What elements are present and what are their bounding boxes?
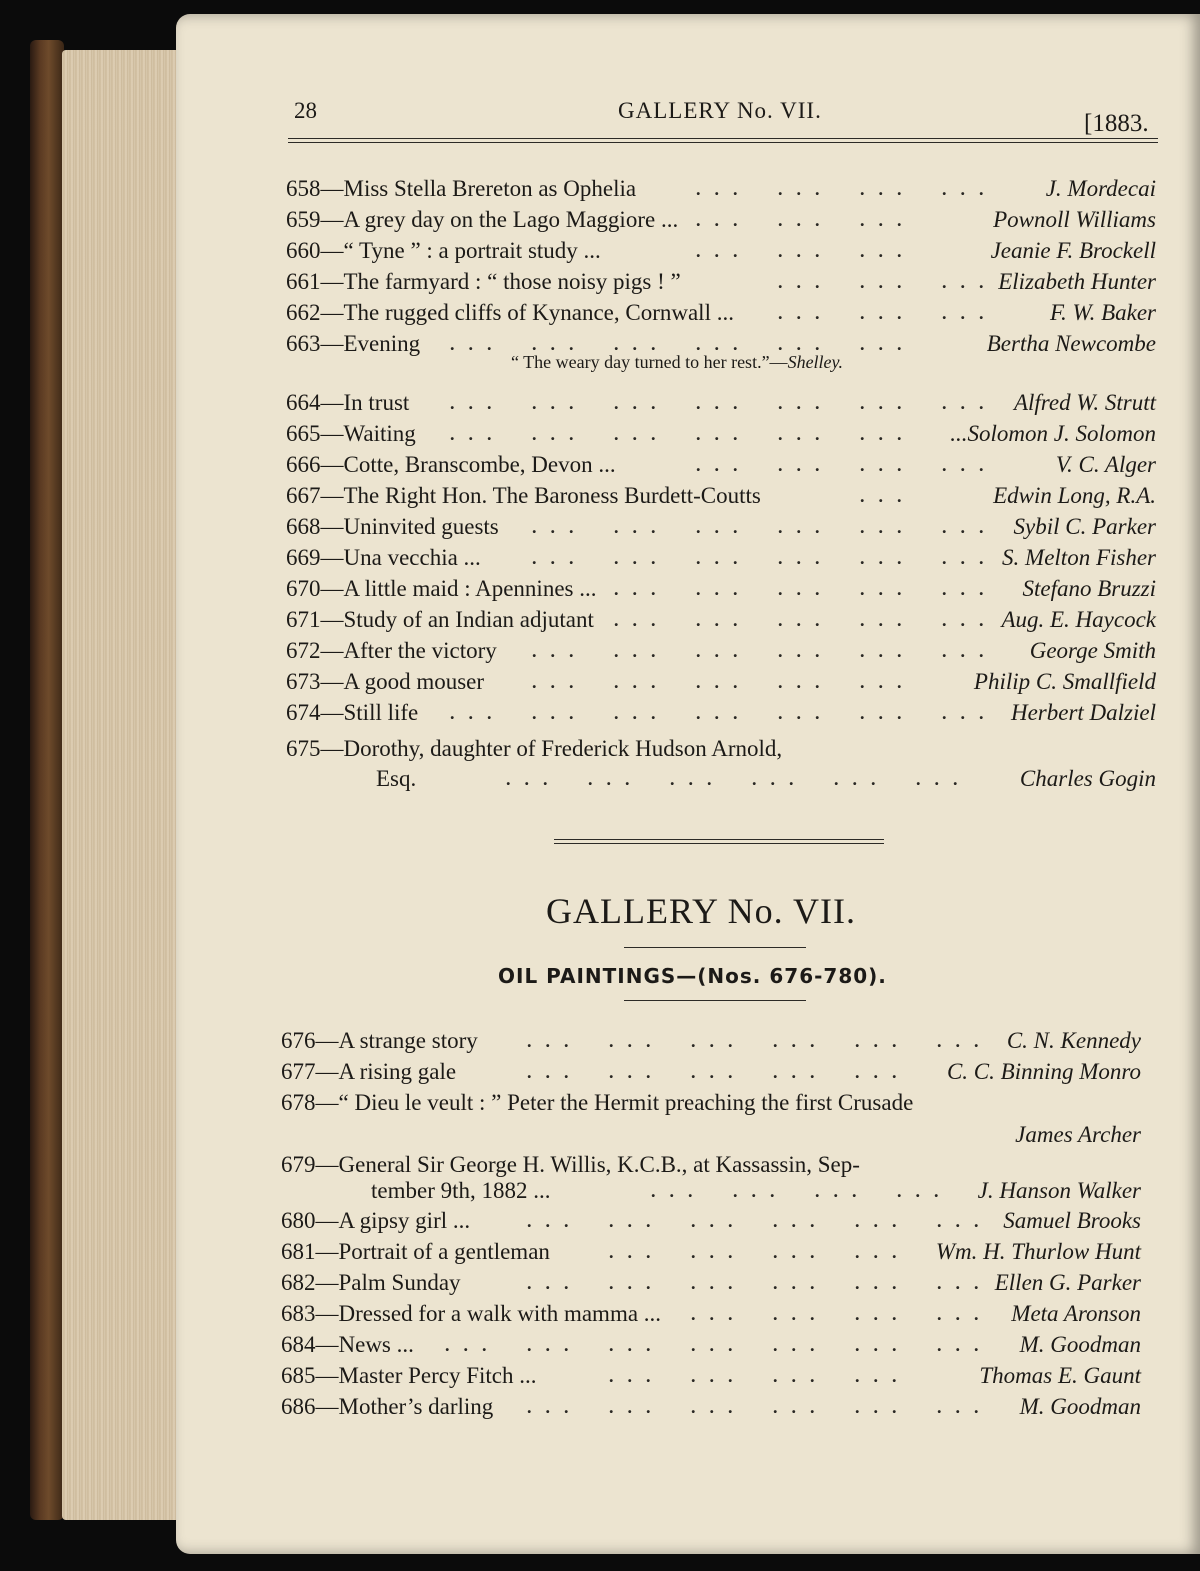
leader-dots: ... bbox=[609, 1273, 665, 1293]
leader-dots: ... bbox=[860, 179, 916, 199]
leader-dots: ... bbox=[532, 517, 588, 537]
leader-dots: ... bbox=[532, 334, 588, 354]
leader-dots: ... bbox=[696, 241, 752, 261]
leader-dots: ... bbox=[527, 1335, 583, 1355]
entry-artist: C. C. Binning Monro bbox=[946, 1059, 1141, 1084]
leader-dots: ... bbox=[609, 1366, 665, 1386]
leader-dots: ... bbox=[937, 1273, 993, 1293]
entry-artist: ...Solomon J. Solomon bbox=[950, 421, 1156, 446]
leader-dots: ... bbox=[773, 1273, 829, 1293]
leader-dots: ... bbox=[691, 1304, 747, 1324]
entry-artist: Meta Aronson bbox=[1011, 1301, 1141, 1326]
leader-dots: ... bbox=[614, 517, 670, 537]
leader-dots: ... bbox=[773, 1242, 829, 1262]
quote-author: Shelley. bbox=[787, 352, 844, 372]
entry-title: 675—Dorothy, daughter of Frederick Hudson Arnold, bbox=[286, 736, 783, 761]
leader-dots: ... bbox=[834, 769, 890, 789]
leader-dots: ... bbox=[532, 424, 588, 444]
entry-title: 662—The rugged cliffs of Kynance, Cornwall ... bbox=[286, 300, 734, 325]
leader-dots: ... bbox=[860, 393, 916, 413]
verse-quote bbox=[511, 352, 843, 373]
leader-dots: ... bbox=[937, 1304, 993, 1324]
leader-dots: ... bbox=[778, 703, 834, 723]
leader-dots: ... bbox=[860, 334, 916, 354]
leader-dots: ... bbox=[937, 1397, 993, 1417]
leader-dots: ... bbox=[942, 303, 998, 323]
entry-678 bbox=[281, 1088, 1141, 1118]
page-edges bbox=[62, 50, 182, 1520]
entry-row bbox=[286, 667, 1156, 697]
leader-dots: ... bbox=[609, 1062, 665, 1082]
entry-title: 665—Waiting bbox=[286, 421, 416, 446]
leader-dots: ... bbox=[778, 548, 834, 568]
book-spine bbox=[30, 40, 64, 1520]
leader-dots: ... bbox=[527, 1031, 583, 1051]
entry-675-continued bbox=[286, 764, 1156, 794]
entry-row bbox=[286, 267, 1156, 297]
leader-dots: ... bbox=[942, 179, 998, 199]
leader-dots: ... bbox=[696, 424, 752, 444]
leader-dots: ... bbox=[450, 424, 506, 444]
leader-dots: ... bbox=[614, 579, 670, 599]
entry-row bbox=[286, 543, 1156, 573]
leader-dots: ... bbox=[860, 579, 916, 599]
leader-dots: ... bbox=[942, 517, 998, 537]
leader-dots: ... bbox=[691, 1397, 747, 1417]
entry-title: 672—After the victory bbox=[286, 638, 497, 663]
entry-title: 684—News ... bbox=[281, 1332, 414, 1357]
leader-dots: ... bbox=[773, 1062, 829, 1082]
entry-artist: Sybil C. Parker bbox=[1013, 514, 1156, 539]
leader-dots: ... bbox=[773, 1397, 829, 1417]
leader-dots: ... bbox=[527, 1211, 583, 1231]
entry-artist: Bertha Newcombe bbox=[986, 331, 1156, 356]
leader-dots: ... bbox=[937, 1335, 993, 1355]
leader-dots: ... bbox=[696, 641, 752, 661]
entry-title: 660—“ Tyne ” : a portrait study ... bbox=[286, 238, 601, 263]
leader-dots: ... bbox=[855, 1031, 911, 1051]
entry-artist: Aug. E. Haycock bbox=[1001, 607, 1156, 632]
leader-dots: ... bbox=[860, 455, 916, 475]
leader-dots: ... bbox=[855, 1242, 911, 1262]
leader-dots: ... bbox=[614, 641, 670, 661]
leader-dots: ... bbox=[651, 1181, 707, 1201]
entry-title: 664—In trust bbox=[286, 390, 410, 415]
entry-row bbox=[281, 1237, 1141, 1267]
leader-dots: ... bbox=[696, 393, 752, 413]
entry-row bbox=[281, 1057, 1141, 1087]
entry-row bbox=[286, 388, 1156, 418]
leader-dots: ... bbox=[696, 548, 752, 568]
entry-row bbox=[286, 574, 1156, 604]
entry-row bbox=[286, 205, 1156, 235]
leader-dots: ... bbox=[696, 610, 752, 630]
entry-row bbox=[286, 636, 1156, 666]
leader-dots: ... bbox=[450, 393, 506, 413]
leader-dots: ... bbox=[527, 1273, 583, 1293]
entry-title: 658—Miss Stella Brereton as Ophelia bbox=[286, 176, 637, 201]
leader-dots: ... bbox=[860, 517, 916, 537]
leader-dots: ... bbox=[588, 769, 644, 789]
entry-title: 682—Palm Sunday bbox=[281, 1270, 461, 1295]
entry-title: 679—General Sir George H. Willis, K.C.B., at Kassassin, Sep- bbox=[281, 1152, 860, 1177]
entry-row bbox=[286, 450, 1156, 480]
leader-dots: ... bbox=[696, 703, 752, 723]
leader-dots: ... bbox=[860, 241, 916, 261]
entry-title: 671—Study of an Indian adjutant bbox=[286, 607, 594, 632]
leader-dots: ... bbox=[860, 672, 916, 692]
leader-dots: ... bbox=[778, 272, 834, 292]
leader-dots: ... bbox=[445, 1335, 501, 1355]
leader-dots: ... bbox=[691, 1031, 747, 1051]
leader-dots: ... bbox=[614, 334, 670, 354]
entry-row bbox=[281, 1268, 1141, 1298]
leader-dots: ... bbox=[860, 610, 916, 630]
leader-dots: ... bbox=[778, 517, 834, 537]
leader-dots: ... bbox=[609, 1397, 665, 1417]
entry-row bbox=[286, 512, 1156, 542]
leader-dots: ... bbox=[855, 1062, 911, 1082]
leader-dots: ... bbox=[860, 303, 916, 323]
entry-row bbox=[286, 419, 1156, 449]
leader-dots: ... bbox=[855, 1273, 911, 1293]
entry-artist: J. Hanson Walker bbox=[977, 1178, 1141, 1203]
entry-artist: Thomas E. Gaunt bbox=[979, 1363, 1141, 1388]
leader-dots: ... bbox=[532, 641, 588, 661]
leader-dots: ... bbox=[942, 272, 998, 292]
entry-title: 666—Cotte, Branscombe, Devon ... bbox=[286, 452, 616, 477]
leader-dots: ... bbox=[696, 672, 752, 692]
leader-dots: ... bbox=[609, 1031, 665, 1051]
entry-row bbox=[286, 698, 1156, 728]
entry-title: 681—Portrait of a gentleman bbox=[281, 1239, 550, 1264]
entry-title: 669—Una vecchia ... bbox=[286, 545, 481, 570]
leader-dots: ... bbox=[691, 1211, 747, 1231]
running-title: GALLERY No. VII. bbox=[618, 98, 822, 123]
entry-artist: Pownoll Williams bbox=[993, 207, 1156, 232]
leader-dots: ... bbox=[860, 486, 916, 506]
entry-title: 673—A good mouser bbox=[286, 669, 485, 694]
leader-dots: ... bbox=[527, 1397, 583, 1417]
entry-artist: Elizabeth Hunter bbox=[998, 269, 1156, 294]
entry-artist: Charles Gogin bbox=[1019, 766, 1156, 791]
page-number: 28 bbox=[294, 98, 317, 123]
leader-dots: ... bbox=[778, 455, 834, 475]
leader-dots: ... bbox=[614, 424, 670, 444]
leader-dots: ... bbox=[778, 210, 834, 230]
leader-dots: ... bbox=[532, 703, 588, 723]
leader-dots: ... bbox=[609, 1242, 665, 1262]
entry-artist: James Archer bbox=[1015, 1122, 1141, 1147]
leader-dots: ... bbox=[778, 393, 834, 413]
leader-dots: ... bbox=[778, 641, 834, 661]
leader-dots: ... bbox=[614, 672, 670, 692]
leader-dots: ... bbox=[614, 610, 670, 630]
leader-dots: ... bbox=[691, 1062, 747, 1082]
entry-title: 676—A strange story bbox=[281, 1028, 478, 1053]
leader-dots: ... bbox=[696, 210, 752, 230]
section-rule bbox=[554, 839, 884, 840]
section-rule-2 bbox=[554, 843, 884, 844]
entry-artist: Philip C. Smallfield bbox=[973, 669, 1156, 694]
entry-title-continued: tember 9th, 1882 ... bbox=[371, 1178, 551, 1203]
leader-dots: ... bbox=[670, 769, 726, 789]
entry-artist: C. N. Kennedy bbox=[1006, 1028, 1141, 1053]
leader-dots: ... bbox=[450, 703, 506, 723]
leader-dots: ... bbox=[860, 424, 916, 444]
leader-dots: ... bbox=[773, 1304, 829, 1324]
entry-artist: Jeanie F. Brockell bbox=[990, 238, 1156, 263]
leader-dots: ... bbox=[691, 1242, 747, 1262]
leader-dots: ... bbox=[696, 455, 752, 475]
entry-artist: Alfred W. Strutt bbox=[1013, 390, 1156, 415]
subtitle-rule bbox=[624, 1000, 806, 1001]
leader-dots: ... bbox=[942, 703, 998, 723]
entry-artist: M. Goodman bbox=[1019, 1394, 1141, 1419]
leader-dots: ... bbox=[942, 393, 998, 413]
leader-dots: ... bbox=[450, 334, 506, 354]
leader-dots: ... bbox=[609, 1335, 665, 1355]
entry-title: 683—Dressed for a walk with mamma ... bbox=[281, 1301, 662, 1326]
entry-artist: Herbert Dalziel bbox=[1010, 700, 1156, 725]
leader-dots: ... bbox=[855, 1335, 911, 1355]
entry-artist: George Smith bbox=[1029, 638, 1156, 663]
leader-dots: ... bbox=[860, 703, 916, 723]
entry-title: 680—A gipsy girl ... bbox=[281, 1208, 471, 1233]
leader-dots: ... bbox=[855, 1211, 911, 1231]
leader-dots: ... bbox=[860, 641, 916, 661]
leader-dots: ... bbox=[773, 1031, 829, 1051]
entry-artist: F. W. Baker bbox=[1049, 300, 1156, 325]
leader-dots: ... bbox=[778, 579, 834, 599]
leader-dots: ... bbox=[778, 334, 834, 354]
leader-dots: ... bbox=[696, 517, 752, 537]
leader-dots: ... bbox=[937, 1031, 993, 1051]
entry-678-artist-line bbox=[281, 1120, 1141, 1150]
entry-row bbox=[281, 1026, 1141, 1056]
entry-row bbox=[281, 1206, 1141, 1236]
leader-dots: ... bbox=[532, 672, 588, 692]
leader-dots: ... bbox=[855, 1366, 911, 1386]
catalogue-page bbox=[176, 14, 1200, 1554]
leader-dots: ... bbox=[855, 1304, 911, 1324]
entry-title-continued: Esq. bbox=[376, 766, 417, 791]
entry-artist: Stefano Bruzzi bbox=[1022, 576, 1156, 601]
entry-title: 667—The Right Hon. The Baroness Burdett-Coutts bbox=[286, 483, 761, 508]
header-rule bbox=[288, 138, 1158, 139]
leader-dots: ... bbox=[614, 393, 670, 413]
entry-title: 686—Mother’s darling bbox=[281, 1394, 494, 1419]
leader-dots: ... bbox=[691, 1273, 747, 1293]
leader-dots: ... bbox=[778, 672, 834, 692]
leader-dots: ... bbox=[937, 1211, 993, 1231]
entry-artist: Wm. H. Thurlow Hunt bbox=[935, 1239, 1141, 1264]
leader-dots: ... bbox=[942, 610, 998, 630]
leader-dots: ... bbox=[532, 548, 588, 568]
leader-dots: ... bbox=[609, 1211, 665, 1231]
quote-text: “ The weary day turned to her rest.”— bbox=[511, 352, 788, 372]
entry-title: 661—The farmyard : “ those noisy pigs ! ” bbox=[286, 269, 681, 294]
leader-dots: ... bbox=[778, 179, 834, 199]
leader-dots: ... bbox=[773, 1366, 829, 1386]
entry-artist: Ellen G. Parker bbox=[994, 1270, 1141, 1295]
leader-dots: ... bbox=[778, 241, 834, 261]
leader-dots: ... bbox=[942, 455, 998, 475]
gallery-heading: GALLERY No. VII. bbox=[546, 891, 856, 931]
entry-title: 685—Master Percy Fitch ... bbox=[281, 1363, 537, 1388]
leader-dots: ... bbox=[696, 579, 752, 599]
entry-artist: S. Melton Fisher bbox=[1002, 545, 1156, 570]
entry-row bbox=[286, 236, 1156, 266]
entry-row bbox=[281, 1299, 1141, 1329]
leader-dots: ... bbox=[614, 548, 670, 568]
entry-row bbox=[281, 1392, 1141, 1422]
entry-row bbox=[281, 1330, 1141, 1360]
leader-dots: ... bbox=[696, 179, 752, 199]
entry-row bbox=[286, 481, 1156, 511]
leader-dots: ... bbox=[942, 548, 998, 568]
header-rule-2 bbox=[288, 142, 1158, 143]
leader-dots: ... bbox=[778, 424, 834, 444]
entry-artist: J. Mordecai bbox=[1045, 176, 1156, 201]
entry-675 bbox=[286, 734, 1156, 764]
entry-artist: V. C. Alger bbox=[1055, 452, 1156, 477]
leader-dots: ... bbox=[691, 1335, 747, 1355]
leader-dots: ... bbox=[855, 1397, 911, 1417]
entry-row bbox=[281, 1361, 1141, 1391]
leader-dots: ... bbox=[614, 703, 670, 723]
entry-title: 678—“ Dieu le veult : ” Peter the Hermit preaching the first Crusade bbox=[281, 1090, 914, 1115]
gallery-subtitle: OIL PAINTINGS—(Nos. 676-780). bbox=[498, 964, 887, 988]
entry-title: 659—A grey day on the Lago Maggiore ... bbox=[286, 207, 679, 232]
leader-dots: ... bbox=[773, 1211, 829, 1231]
year: [1883. bbox=[1084, 110, 1149, 137]
entry-title: 668—Uninvited guests bbox=[286, 514, 499, 539]
entry-row bbox=[286, 298, 1156, 328]
leader-dots: ... bbox=[733, 1181, 789, 1201]
entry-artist: Edwin Long, R.A. bbox=[993, 483, 1156, 508]
entry-title: 663—Evening bbox=[286, 331, 421, 356]
entry-title: 677—A rising gale bbox=[281, 1059, 457, 1084]
leader-dots: ... bbox=[506, 769, 562, 789]
leader-dots: ... bbox=[778, 303, 834, 323]
leader-dots: ... bbox=[860, 272, 916, 292]
entry-row bbox=[286, 174, 1156, 204]
leader-dots: ... bbox=[815, 1181, 871, 1201]
leader-dots: ... bbox=[773, 1335, 829, 1355]
leader-dots: ... bbox=[696, 334, 752, 354]
leader-dots: ... bbox=[752, 769, 808, 789]
leader-dots: ... bbox=[860, 210, 916, 230]
entry-679-continued bbox=[281, 1176, 1141, 1206]
leader-dots: ... bbox=[778, 610, 834, 630]
leader-dots: ... bbox=[897, 1181, 953, 1201]
leader-dots: ... bbox=[942, 579, 998, 599]
entry-artist: M. Goodman bbox=[1019, 1332, 1141, 1357]
leader-dots: ... bbox=[691, 1366, 747, 1386]
leader-dots: ... bbox=[860, 548, 916, 568]
leader-dots: ... bbox=[916, 769, 972, 789]
leader-dots: ... bbox=[527, 1062, 583, 1082]
heading-rule bbox=[624, 947, 806, 948]
entry-artist: Samuel Brooks bbox=[1003, 1208, 1141, 1233]
leader-dots: ... bbox=[532, 393, 588, 413]
entry-title: 670—A little maid : Apennines ... bbox=[286, 576, 597, 601]
entry-title: 674—Still life bbox=[286, 700, 419, 725]
leader-dots: ... bbox=[942, 641, 998, 661]
entry-row bbox=[286, 605, 1156, 635]
